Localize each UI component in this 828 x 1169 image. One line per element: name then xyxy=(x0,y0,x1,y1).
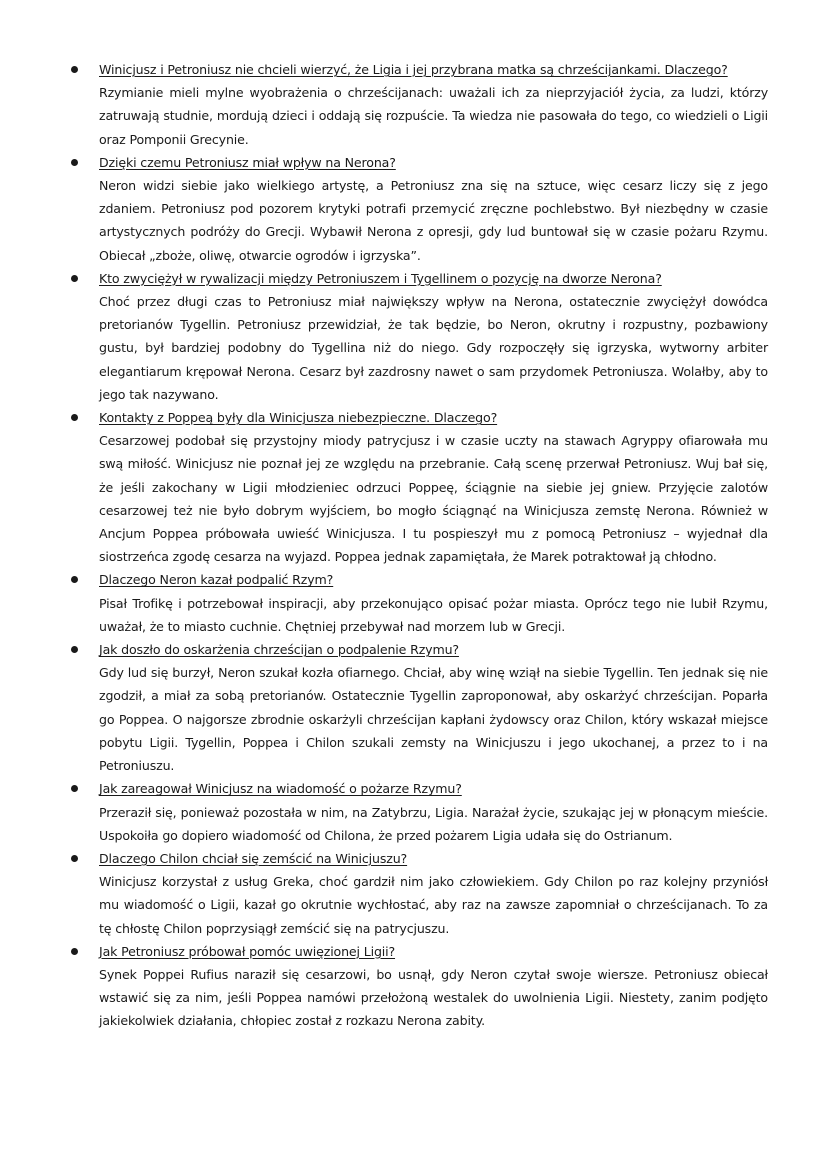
question-text: Jak doszło do oskarżenia chrześcijan o podpalenie Rzymu? xyxy=(99,642,459,658)
question-text: Jak Petroniusz próbował pomóc uwięzionej Ligii? xyxy=(99,943,396,959)
bullet-icon xyxy=(71,785,78,792)
bullet-icon xyxy=(71,159,78,166)
question-item xyxy=(0,847,768,940)
answer-text: Pisał Trofikę i potrzebował inspiracji, aby przekonująco opisać pożar miasta. Oprócz tego nie lubił Rzymu, uważał, że to miasto cuchnie. Chętniej przebywał nad morzem lub w Grecji. xyxy=(99,595,768,634)
question-text: Kontakty z Poppeą były dla Winicjusza niebezpieczne. Dlaczego? xyxy=(99,410,498,426)
question-text: Jak zareagował Winicjusz na wiadomość o pożarze Rzymu? xyxy=(99,781,462,797)
answer-text: Rzymianie mieli mylne wyobrażenia o chrześcijanach: uważali ich za nieprzyjaciół życia, za ludzi, którzy zatruwają studnie, mordują dzieci i oddają się rozpuście. Ta wiedza nie pasowała do tego, co wiedzieli o Ligii oraz Pomponii Grecynie. xyxy=(99,85,768,147)
bullet-icon xyxy=(71,66,78,73)
question-item xyxy=(0,638,768,777)
answer-text: Synek Poppei Rufius naraził się cesarzowi, bo usnął, gdy Neron czytał swoje wiersze. Petroniusz obiecał wstawić się za nim, jeśli Poppea namówi przełożoną westalek do uwolnienia Ligii. Niestety, zanim podjęto jakiekolwiek działania, chłopiec został z rozkazu Nerona zabity. xyxy=(99,966,768,1029)
question-item xyxy=(0,406,768,568)
answer-text: Gdy lud się burzył, Neron szukał kozła ofiarnego. Chciał, aby winę wziął na siebie Tygellin. Ten jednak się nie zgodził, a miał za sobą pretorianów. Ostatecznie Tygellin zaproponował, aby oskarżyć chrześcijan. Poparła go Poppea. O najgorsze zbrodnie oskarżyli chrześcijan kapłani żydowscy oraz Chilon, który wskazał miejsce pobytu Ligii. Tygellin, Poppea i Chilon szukali zemsty na Winicjuszu i jego ukochanej, a przez to i na Petroniuszu. xyxy=(99,665,768,774)
question-item xyxy=(0,777,768,847)
question-text: Dlaczego Chilon chciał się zemścić na Winicjuszu? xyxy=(99,850,408,866)
question-item xyxy=(0,568,768,638)
answer-text: Neron widzi siebie jako wielkiego artystę, a Petroniusz zna się na sztuce, więc cesarz liczy się z jego zdaniem. Petroniusz pod pozorem krytyki potrafi przemycić zręczne pochlebstwo. Był niezbędny w czasie artystycznych podróży do Grecji. Wybawił Nerona z opresji, gdy lud buntował się w czasie pożaru Rzymu. Obiecał „zboże, oliwę, otwarcie ogrodów i igrzyska”. xyxy=(99,178,768,263)
bullet-icon xyxy=(71,576,78,583)
question-list xyxy=(0,58,768,1033)
answer-text: Cesarzowej podobał się przystojny miody patrycjusz i w czasie uczty na stawach Agryppy ofiarowała mu swą miłość. Winicjusz nie poznał jej ze względu na przebranie. Całą scenę przerwał Petroniusz. Wuj bał się, że jeśli zakochany w Ligii młodzieniec odrzuci Poppeę, ściągnie na siebie jej gniew. Przyjęcie zalotów cesarzowej też nie było dobrym wyjściem, bo mogło ściągnąć na Winicjusza zemstę Nerona. Również w Ancjum Poppea próbowała uwieść Winicjusza. I tu pospieszył mu z pomocą Petroniusz – wyjednał dla siostrzeńca zgodę cesarza na wyjazd. Poppea jednak zapamiętała, że Marek potraktował ją chłodno. xyxy=(99,433,768,565)
answer-text: Przeraził się, ponieważ pozostała w nim, na Zatybrzu, Ligia. Narażał życie, szukając jej w płonącym mieście. Uspokoiła go dopiero wiadomość od Chilona, że przed pożarem Ligia udała się do Ostrianum. xyxy=(99,804,768,843)
answer-text: Choć przez długi czas to Petroniusz miał największy wpływ na Nerona, ostatecznie zwyciężył dowódca pretorianów Tygellin. Petroniusz przewidział, że tak będzie, bo Neron, okrutny i rozpustny, pozbawiony gustu, był bardziej podobny do Tygellina niż do niego. Gdy rozpoczęły się igrzyska, wytworny arbiter elegantiarum krępował Nerona. Cesarz był zazdrosny nawet o sam przydomek Petroniusza. Wolałby, aby to jego tak nazywano. xyxy=(99,294,768,402)
question-item xyxy=(0,151,768,267)
bullet-icon xyxy=(71,275,78,282)
bullet-icon xyxy=(71,646,78,653)
bullet-icon xyxy=(71,414,78,421)
bullet-icon xyxy=(71,948,78,955)
question-text: Dlaczego Neron kazał podpalić Rzym? xyxy=(99,572,334,588)
answer-text: Winicjusz korzystał z usług Greka, choć gardził nim jako człowiekiem. Gdy Chilon po raz kolejny przyniósł mu wiadomość o Ligii, kazał go okrutnie wychłostać, aby raz na zawsze zapomniał o chrześcijanach. To za tę chłostę Chilon poprzysiągł zemścić się na patrycjuszu. xyxy=(99,874,768,936)
question-text: Dzięki czemu Petroniusz miał wpływ na Nerona? xyxy=(99,154,396,170)
question-item xyxy=(0,940,768,1033)
question-item xyxy=(0,267,768,406)
question-text: Winicjusz i Petroniusz nie chcieli wierzyć, że Ligia i jej przybrana matka są chrześcijankami. Dlaczego? xyxy=(99,62,728,77)
question-item xyxy=(0,58,768,151)
bullet-icon xyxy=(71,855,78,862)
question-text: Kto zwyciężył w rywalizacji między Petroniuszem i Tygellinem o pozycję na dworze Nerona? xyxy=(99,270,662,286)
